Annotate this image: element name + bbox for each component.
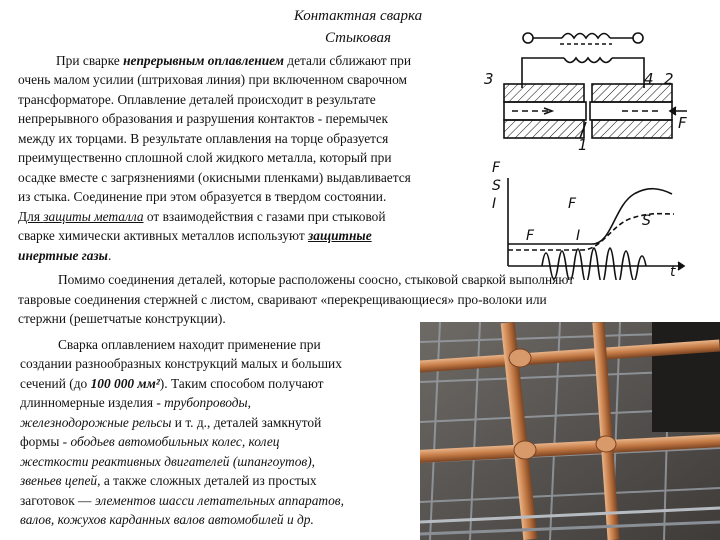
transformer-secondary	[564, 58, 612, 63]
para1-line7: осадке вместе с загрязнениями (окисными пленками) выдавливается	[18, 170, 411, 185]
workpiece-right	[590, 102, 672, 120]
lower-right-clamp	[592, 120, 672, 138]
term-metal-protection: защиты металла	[43, 209, 144, 224]
label-1: 1	[578, 136, 588, 154]
para2-line3: инертные газы.	[18, 248, 112, 263]
para4-line1: Сварка оплавлением находит применение при	[58, 337, 321, 352]
page-subtitle: Стыковая	[324, 30, 392, 46]
para3-line1: Помимо соединения деталей, которые расположены соосно, стыковой сваркой выполняют	[58, 272, 574, 287]
upper-left-clamp	[504, 84, 584, 102]
max-cross-section: 100 000 мм²	[90, 376, 160, 391]
axis-label-I: I	[492, 196, 497, 212]
curve-label-I: I	[576, 228, 581, 244]
axis-label-F: F	[492, 160, 501, 176]
axis-label-S: S	[492, 178, 501, 194]
term-protective: защитные	[308, 228, 372, 243]
para4-line4: длинномерные изделия - трубопроводы,	[20, 395, 251, 410]
para3-line2: тавровые соединения стержней с листом, сваривают «перекрещивающиеся» про-волоки или	[18, 292, 547, 307]
term-inert-gases: инертные газы	[18, 248, 108, 263]
terminal-right	[633, 33, 643, 43]
upper-right-clamp	[592, 84, 672, 102]
weld-joint	[509, 349, 531, 367]
curve-label-F: F	[568, 196, 577, 212]
lower-left-clamp	[504, 120, 584, 138]
terminal-left	[523, 33, 533, 43]
weld-joint	[514, 441, 536, 459]
para1-line6: преимущественно сплошной слой жидкого металла, который при	[18, 150, 392, 165]
para2-line1: Для защиты металла от взаимодействия с газами при стыковой	[18, 209, 386, 224]
para4-line6: формы - ободьев автомобильных колес, колец	[20, 434, 280, 449]
para1-line2: очень малом усилии (штриховая линия) при включенном сварочном	[18, 72, 408, 87]
para4-line7: жесткости реактивных двигателей (шпангоутов),	[20, 454, 316, 469]
para1-line4: непрерывного образования и разрушения контактов - перемычек	[18, 111, 388, 126]
weld-joint	[596, 436, 616, 452]
para3-line3: стержни (решетчатые конструкции).	[18, 311, 226, 326]
label-4: 4	[644, 70, 654, 88]
welded-grid-photo	[420, 322, 720, 540]
curve-label-S: S	[642, 213, 651, 229]
current-curve	[542, 248, 646, 280]
para1-line1: При сварке непрерывным оплавлением детали сближают при	[56, 53, 411, 68]
label-3: 3	[484, 70, 494, 88]
butt-welding-diagram	[482, 18, 692, 280]
axis-label-t: t	[670, 264, 676, 280]
para1-line3: трансформаторе. Оплавление деталей происходит в результате	[18, 92, 376, 107]
para4-line8: звеньев цепей, а также сложных деталей из простых	[20, 473, 317, 488]
transformer-primary	[562, 34, 610, 39]
curve-label-F-low: F	[526, 228, 535, 244]
term-continuous-flashing: непрерывным оплавлением	[123, 53, 284, 68]
label-2: 2	[664, 70, 674, 88]
para4-line5: железнодорожные рельсы и т. д., деталей замкнутой	[20, 415, 322, 430]
machine-frame	[652, 322, 720, 432]
page-title: Контактная сварка	[293, 8, 423, 24]
para1-line5: между их торцами. В результате оплавления на торце образуется	[18, 131, 389, 146]
para4-line2: создании разнообразных конструкций малых и больших	[20, 356, 342, 371]
para1-line8: из стыка. Соединение при этом образуется в твердом состоянии.	[18, 189, 387, 204]
force-label: F	[678, 114, 687, 132]
para4-line10: валов, кожухов карданных валов автомобилей и др.	[20, 512, 314, 527]
para4-line3: сечений (до 100 000 мм²). Таким способом получают	[20, 376, 324, 391]
para2-line2: сварке химически активных металлов используют защитные	[18, 228, 372, 243]
para4-line9: заготовок — элементов шасси летательных аппаратов,	[20, 493, 344, 508]
